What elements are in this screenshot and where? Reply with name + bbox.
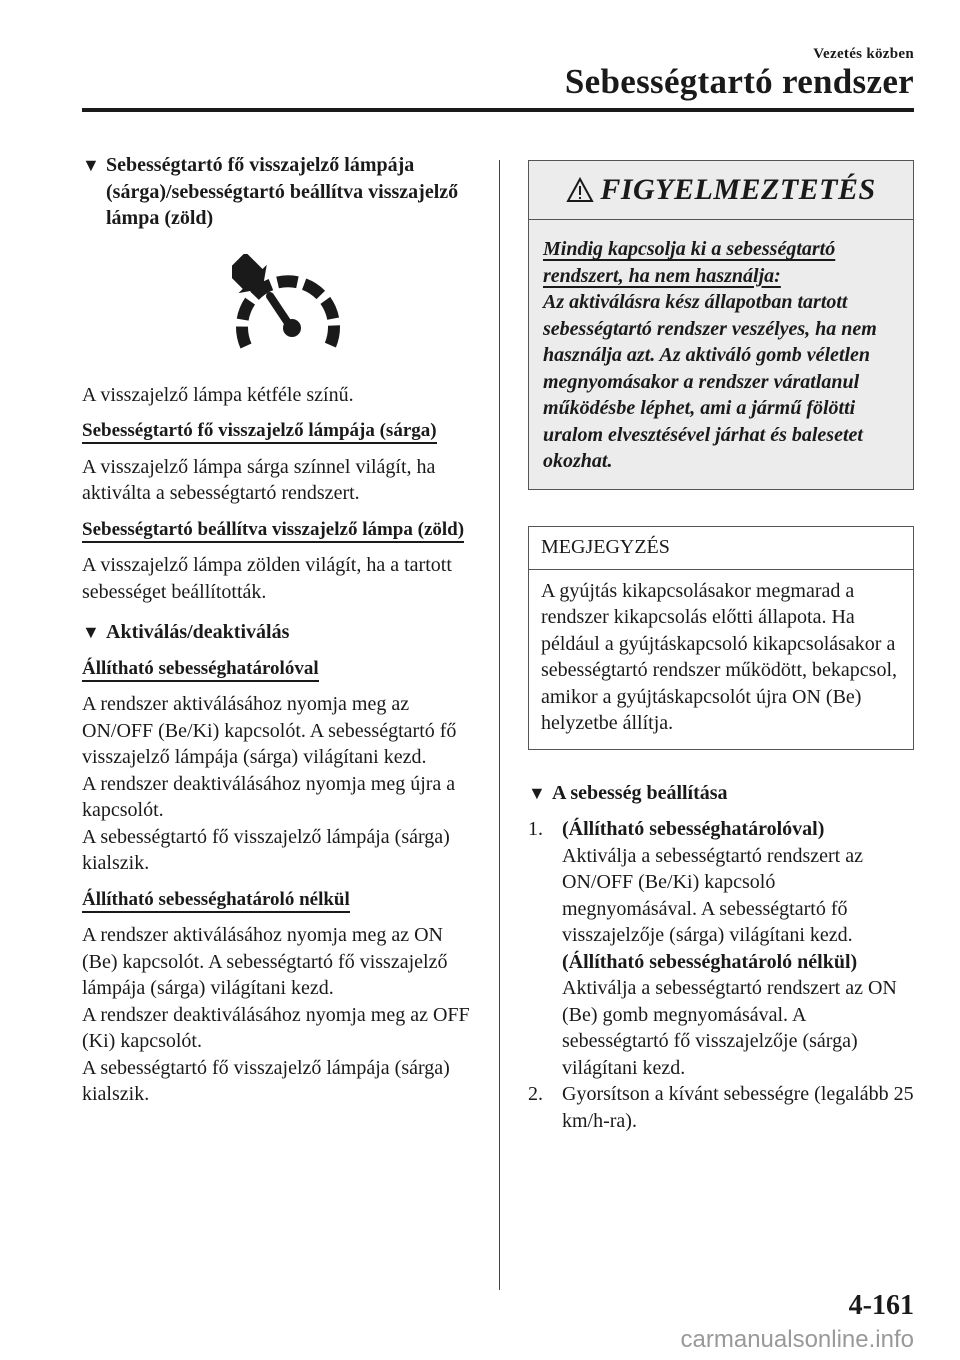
paragraph: A rendszer aktiválásához nyomja meg az ON/OFF (Be/Ki) kapcsolót. A sebességtartó fő visszajelző lámpája (sárga) világítani kezd.	[82, 693, 457, 768]
step-number: 1.	[528, 818, 543, 840]
step-text: Gyorsítson a kívánt sebességre (legalább 25 km/h-ra).	[562, 1083, 914, 1132]
warning-text: Az aktiválásra kész állapotban tartott sebességtartó rendszer veszélyes, ha nem használja azt. Az aktiváló gomb véletlen megnyomásakor a rendszer váratlanul működésbe léphet, ami a jármű fölötti uralom elvesztésével járhat és balesetet okozhat.	[543, 291, 877, 472]
paragraph: A visszajelző lámpa sárga színnel világít, ha aktiválta a sebességtartó rendszert.	[82, 455, 436, 504]
step-number: 2.	[528, 1083, 543, 1105]
section-label: Vezetés közben	[813, 46, 914, 62]
step-title: (Állítható sebességhatárolóval)	[562, 818, 825, 840]
page-number: 4-161	[848, 1290, 914, 1321]
paragraph: A visszajelző lámpa kétféle színű.	[82, 383, 354, 406]
subheading-set-lamp: Sebességtartó beállítva visszajelző lámpa (zöld)	[82, 519, 464, 543]
column-divider	[499, 160, 500, 1290]
header-rule	[82, 108, 914, 112]
heading-text: Aktiválás/deaktiválás	[106, 621, 290, 643]
paragraph: A visszajelző lámpa zölden világít, ha a tartott sebességet beállították.	[82, 554, 452, 603]
page-title: Sebességtartó rendszer	[564, 62, 914, 101]
heading-text: A sebesség beállítása	[552, 781, 728, 804]
paragraph: A rendszer aktiválásához nyomja meg az ON (Be) kapcsolót. A sebességtartó fő visszajelző lámpája (sárga) világítani kezd.	[82, 924, 448, 999]
triangle-bullet-icon: ▼	[82, 155, 100, 175]
note-body: A gyújtás kikapcsolásakor megmarad a rendszer kikapcsolás előtti állapota. Ha például a gyújtáskapcsoló kikapcsolásakor a sebességtartó rendszer működött, bekapcsol, amikor a gyújtáskapcsolót újra ON (Be) helyzetbe állítja.	[541, 579, 898, 734]
warning-title: FIGYELMEZTETÉS	[600, 173, 876, 206]
step-title: (Állítható sebességhatároló nélkül)	[562, 950, 858, 973]
triangle-bullet-icon: ▼	[528, 782, 546, 803]
note-box	[528, 526, 914, 750]
heading-indicator-lamps	[82, 152, 482, 232]
paragraph: A rendszer deaktiválásához nyomja meg újra a kapcsolót.	[82, 772, 456, 821]
paragraph: A rendszer deaktiválásához nyomja meg az OFF (Ki) kapcsolót.	[82, 1003, 470, 1052]
step-text: Aktiválja a sebességtartó rendszert az ON/OFF (Be/Ki) kapcsoló megnyomásával. A sebességtartó fő visszajelzője (sárga) világítani kezd.	[562, 844, 863, 946]
cruise-control-speedometer-icon	[232, 254, 344, 364]
warning-triangle-icon	[566, 177, 594, 203]
note-title: MEGJEGYZÉS	[529, 527, 913, 570]
subheading-main-lamp: Sebességtartó fő visszajelző lámpája (sárga)	[82, 420, 437, 444]
list-item	[528, 816, 914, 1081]
subheading-without-limiter: Állítható sebességhatároló nélkül	[82, 889, 350, 913]
steps-list	[528, 816, 914, 1134]
triangle-bullet-icon: ▼	[82, 622, 100, 642]
warning-box	[528, 160, 914, 490]
heading-activation	[82, 619, 482, 646]
warning-body	[529, 220, 913, 489]
right-column	[528, 160, 914, 1134]
heading-text: Sebességtartó fő visszajelző lámpája (sárga)/sebességtartó beállítva visszajelző lámpa (zöld)	[106, 154, 459, 229]
list-item	[528, 1081, 914, 1134]
heading-set-speed	[528, 780, 914, 807]
warning-header	[529, 161, 913, 220]
warning-lead: Mindig kapcsolja ki a sebességtartó rendszert, ha nem használja:	[543, 238, 836, 287]
step-text: Aktiválja a sebességtartó rendszert az ON (Be) gomb megnyomásával. A sebességtartó fő visszajelzője (sárga) világítani kezd.	[562, 977, 897, 1079]
left-column	[82, 152, 482, 1117]
watermark: carmanualsonline.info	[680, 1326, 914, 1353]
subheading-with-limiter: Állítható sebességhatárolóval	[82, 658, 319, 682]
paragraph: A sebességtartó fő visszajelző lámpája (sárga) kialszik.	[82, 1056, 450, 1105]
paragraph: A sebességtartó fő visszajelző lámpája (sárga) kialszik.	[82, 825, 450, 874]
